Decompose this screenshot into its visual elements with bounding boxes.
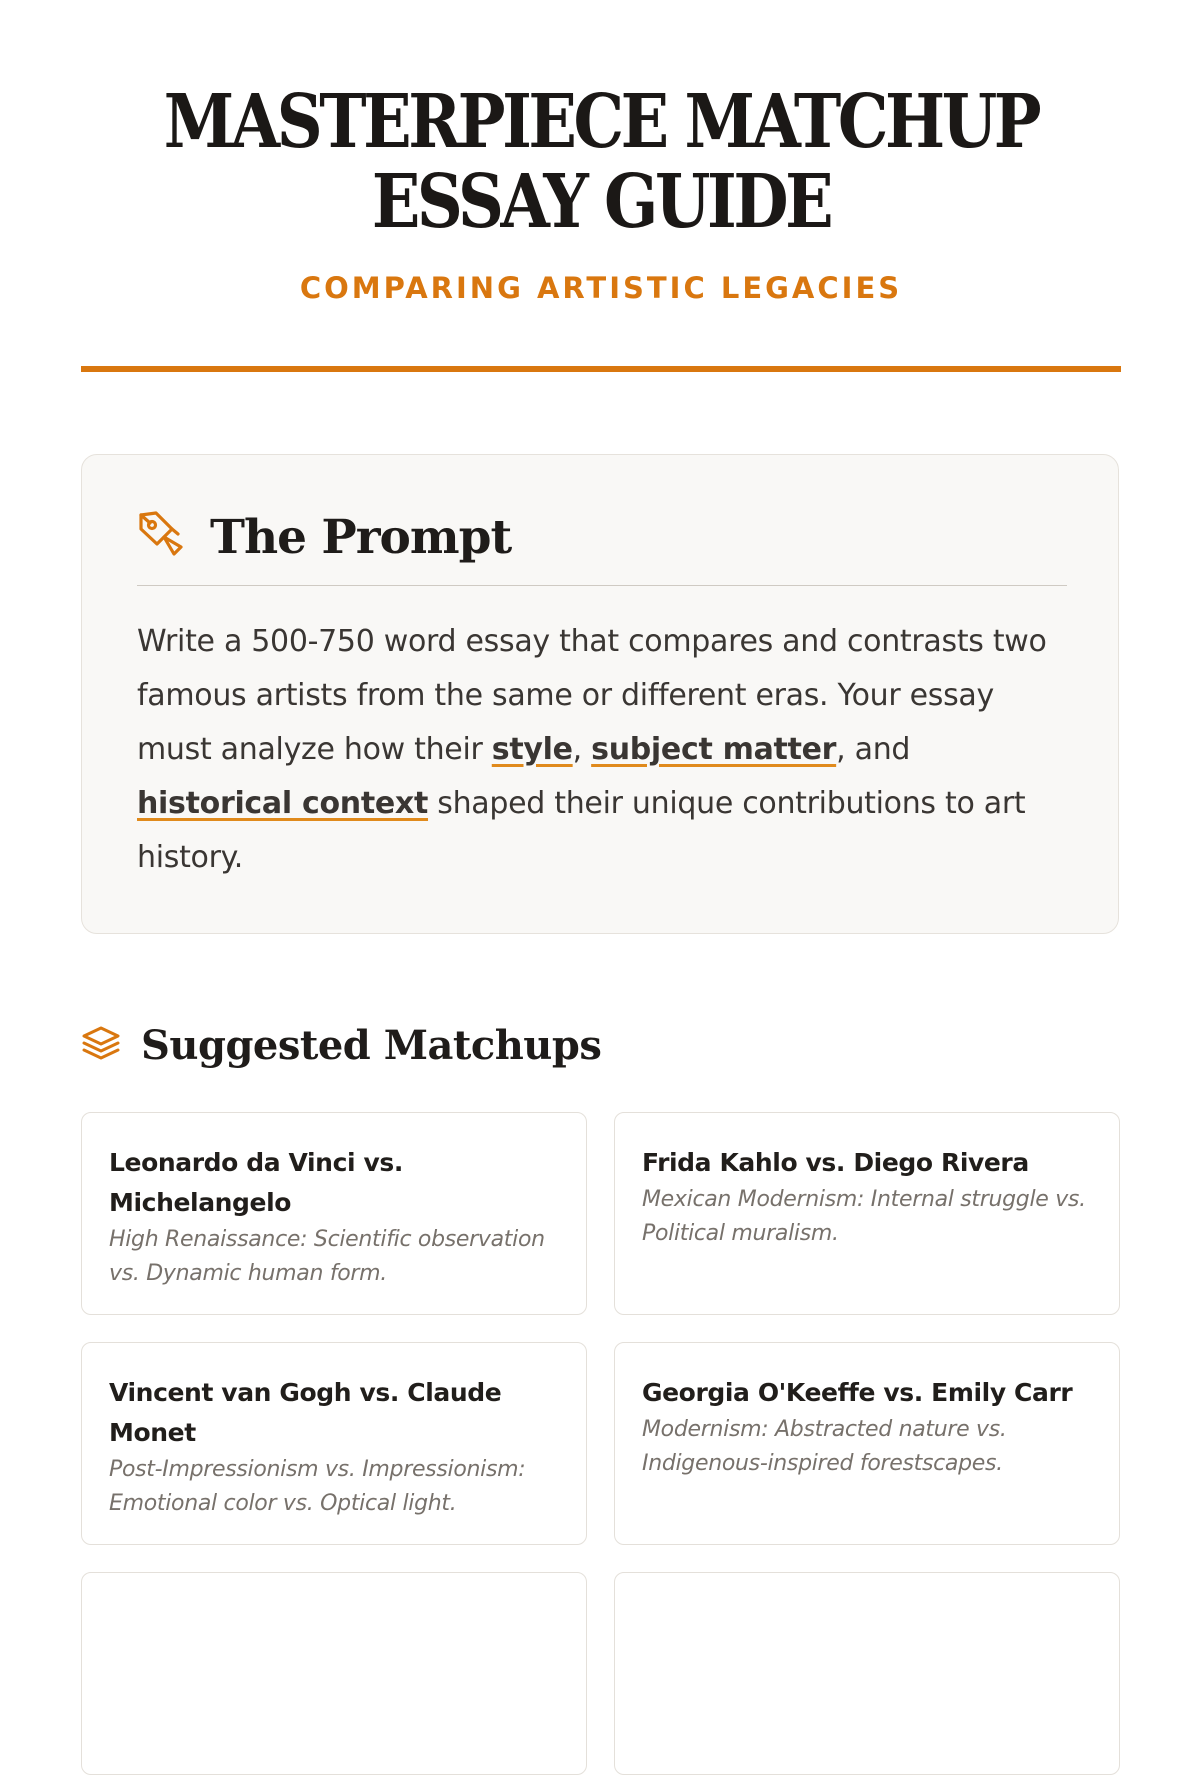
prompt-card — [81, 454, 1119, 934]
prompt-heading: The Prompt — [210, 510, 512, 565]
matchup-description: Modernism: Abstracted nature vs. Indigenous-inspired forestscapes. — [642, 1417, 1007, 1476]
keyword-historical-context: historical context — [137, 786, 429, 821]
header-divider — [81, 366, 1121, 372]
matchup-title: Vincent van Gogh vs. Claude Monet — [109, 1378, 502, 1447]
matchup-card-partial[interactable] — [614, 1572, 1120, 1775]
page-title — [154, 79, 1048, 245]
prompt-separator: , — [572, 732, 592, 767]
prompt-separator: , and — [836, 732, 911, 767]
matchup-card[interactable] — [614, 1342, 1120, 1545]
prompt-text-start: Write a 500-750 word essay that compares and contrasts two famous artists from the same or different eras. Your essay must analyze how their — [137, 624, 1047, 767]
page-subtitle: COMPARING ARTISTIC LEGACIES — [299, 271, 903, 305]
title-line-2: ESSAY GUIDE — [371, 159, 831, 245]
matchup-title: Frida Kahlo vs. Diego Rivera — [642, 1148, 1029, 1177]
matchup-title: Georgia O'Keeffe vs. Emily Carr — [642, 1378, 1073, 1407]
matchup-description: Post-Impressionism vs. Impressionism: Emotional color vs. Optical light. — [109, 1457, 526, 1516]
prompt-header — [137, 510, 1067, 586]
matchups-heading: Suggested Matchups — [141, 1022, 602, 1069]
keyword-style: style — [491, 732, 573, 767]
matchup-card[interactable] — [614, 1112, 1120, 1315]
layers-icon — [81, 1024, 121, 1064]
matchup-description: High Renaissance: Scientific observation vs. Dynamic human form. — [109, 1227, 545, 1286]
matchup-card[interactable] — [81, 1342, 587, 1545]
matchup-card[interactable] — [81, 1112, 587, 1315]
matchup-card-partial[interactable] — [81, 1572, 587, 1775]
prompt-text-end: shaped their unique contributions to art history. — [137, 786, 1026, 875]
prompt-body — [137, 615, 1072, 885]
matchup-description: Mexican Modernism: Internal struggle vs. Political muralism. — [642, 1187, 1086, 1246]
pen-nib-icon — [137, 510, 187, 560]
title-line-1: MASTERPIECE MATCHUP — [163, 79, 1039, 165]
keyword-subject-matter: subject matter — [591, 732, 837, 767]
matchup-title: Leonardo da Vinci vs. Michelangelo — [109, 1148, 403, 1217]
